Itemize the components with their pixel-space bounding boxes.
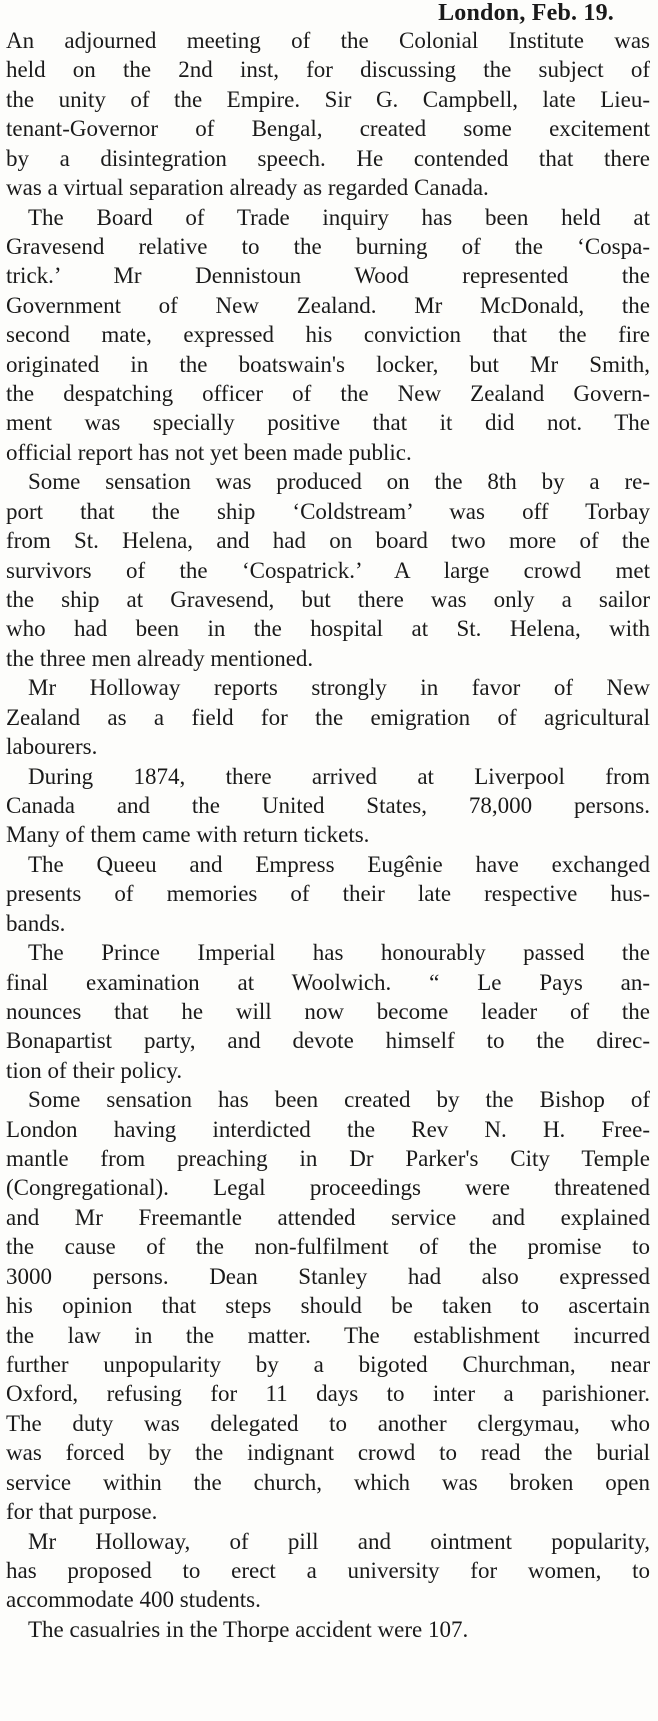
article-line: held on the 2nd inst, for discussing the subject of xyxy=(6,57,650,83)
article-line: port that the ship ‘Coldstream’ was off Torbay xyxy=(6,498,650,524)
article-line: the despatching officer of the New Zealand Govern- xyxy=(6,381,650,407)
article-line: Oxford, refusing for 11 days to inter a parishioner. xyxy=(6,1381,650,1407)
article-line: the law in the matter. The establishment incurred xyxy=(6,1322,650,1348)
article-line: Gravesend relative to the burning of the ‘Cospa- xyxy=(6,233,650,259)
article-column xyxy=(6,0,650,1644)
article-line: by a disintegration speech. He contended that there xyxy=(6,145,650,171)
article-line: 3000 persons. Dean Stanley had also expressed xyxy=(6,1263,650,1289)
article-line: The Queeu and Empress Eugênie have exchanged xyxy=(28,851,650,877)
article-line: An adjourned meeting of the Colonial Institute was xyxy=(6,28,650,53)
article-line: originated in the boatswain's locker, but Mr Smith, xyxy=(6,351,650,377)
article-line: mantle from preaching in Dr Parker's City Temple xyxy=(6,1146,650,1172)
article-line: and Mr Freemantle attended service and explained xyxy=(6,1204,650,1230)
article-line: service within the church, which was broken open xyxy=(6,1469,650,1495)
article-line: labourers. xyxy=(6,734,98,760)
article-line: second mate, expressed his conviction that the fire xyxy=(6,322,650,348)
article-line: the unity of the Empire. Sir G. Campbell, late Lieu- xyxy=(6,86,650,112)
article-line: ment was specially positive that it did not. The xyxy=(6,410,650,436)
article-line: tenant-Governor of Bengal, created some excitement xyxy=(6,116,650,142)
article-line: The casualries in the Thorpe accident were 107. xyxy=(28,1616,469,1642)
article-line: Bonapartist party, and devote himself to the direc- xyxy=(6,1028,650,1054)
article-line: Many of them came with return tickets. xyxy=(6,822,370,848)
dateline: London, Feb. 19. xyxy=(438,0,614,26)
article-line: has proposed to erect a university for women, to xyxy=(6,1557,650,1583)
article-line: the cause of the non-fulfilment of the promise to xyxy=(6,1234,650,1260)
article-line: accommodate 400 students. xyxy=(6,1587,261,1613)
article-line: Some sensation was produced on the 8th by a re- xyxy=(28,469,650,495)
article-line: for that purpose. xyxy=(6,1499,158,1525)
article-line: final examination at Woolwich. “ Le Pays an- xyxy=(6,969,650,995)
article-line: London having interdicted the Rev N. H. Free- xyxy=(6,1116,650,1142)
article-line: from St. Helena, and had on board two more of the xyxy=(6,528,650,554)
article-line: official report has not yet been made public. xyxy=(6,439,412,465)
article-line: Mr Holloway reports strongly in favor of New xyxy=(28,675,650,701)
article-line: The Board of Trade inquiry has been held at xyxy=(28,204,650,230)
article-line: the ship at Gravesend, but there was only a sailor xyxy=(6,587,650,613)
article-line: his opinion that steps should be taken to ascertain xyxy=(6,1293,650,1319)
article-line: Canada and the United States, 78,000 persons. xyxy=(6,792,650,818)
article-line: who had been in the hospital at St. Helena, with xyxy=(6,616,650,642)
article-line: Mr Holloway, of pill and ointment popularity, xyxy=(28,1528,650,1554)
article-line: bands. xyxy=(6,910,66,936)
article-line: (Congregational). Legal proceedings were threatened xyxy=(6,1175,650,1201)
article-line: The Prince Imperial has honourably passed the xyxy=(28,940,650,966)
article-line: During 1874, there arrived at Liverpool from xyxy=(28,763,650,789)
article-line: was a virtual separation already as regarded Canada. xyxy=(6,175,489,201)
article-line: Zealand as a field for the emigration of agricultural xyxy=(6,704,650,730)
article-line: was forced by the indignant crowd to read the burial xyxy=(6,1440,650,1466)
article-line: Government of New Zealand. Mr McDonald, the xyxy=(6,292,650,318)
article-line: the three men already mentioned. xyxy=(6,645,314,671)
article-line: The duty was delegated to another clergymau, who xyxy=(6,1410,650,1436)
article-line: further unpopularity by a bigoted Churchman, near xyxy=(6,1351,650,1377)
article-line: tion of their policy. xyxy=(6,1057,183,1083)
article-line: presents of memories of their late respective hus- xyxy=(6,881,650,907)
article-line: Some sensation has been created by the Bishop of xyxy=(28,1087,650,1113)
article-line: trick.’ Mr Dennistoun Wood represented the xyxy=(6,263,650,289)
article-line: survivors of the ‘Cospatrick.’ A large crowd met xyxy=(6,557,650,583)
article-body xyxy=(6,26,650,1644)
article-line: nounces that he will now become leader of the xyxy=(6,998,650,1024)
